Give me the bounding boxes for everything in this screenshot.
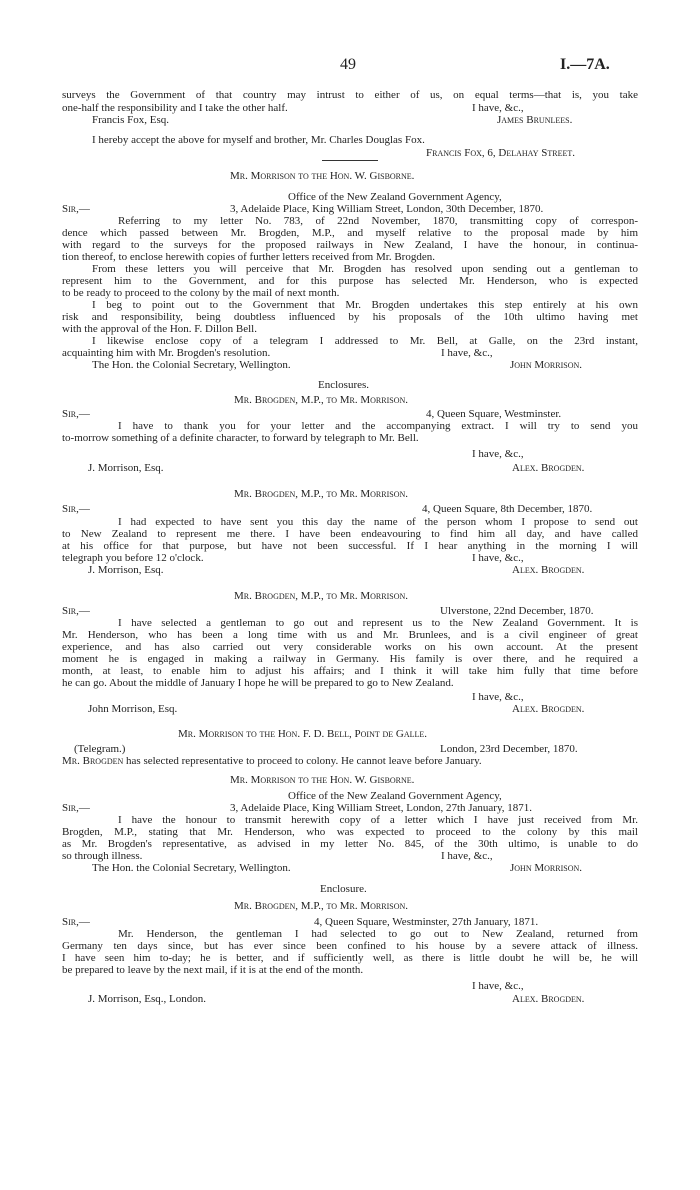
paragraph-line: to be ready to proceed to the colony by the mail of next month. bbox=[62, 287, 340, 299]
telegram-body bbox=[62, 755, 482, 768]
paragraph-line: with the approval of the Hon. F. Dillon Bell. bbox=[62, 323, 257, 335]
address-line: 4, Queen Square, Westminster. bbox=[426, 408, 562, 420]
letter-heading: Mr. Morrison to the Hon. F. D. Bell, Point de Galle. bbox=[178, 728, 428, 740]
telegram-text: has selected representative to proceed to colony. He cannot leave before January. bbox=[123, 755, 482, 767]
paragraph-line: I have the honour to transmit herewith copy of a letter which I have just received from Mr. bbox=[118, 814, 638, 826]
office-line: Office of the New Zealand Government Agency, bbox=[288, 790, 502, 802]
letter-heading: Mr. Brogden, M.P., to Mr. Morrison. bbox=[234, 590, 408, 602]
letter-heading: Mr. Brogden, M.P., to Mr. Morrison. bbox=[234, 394, 408, 406]
letter-recipient: J. Morrison, Esq., London. bbox=[88, 993, 206, 1005]
letter-closing: I have, &c., bbox=[472, 102, 524, 114]
letter-recipient: J. Morrison, Esq. bbox=[88, 564, 164, 576]
address-line: London, 23rd December, 1870. bbox=[440, 743, 578, 755]
letter-closing: I have, &c., bbox=[441, 850, 493, 862]
letter-signature: Alex. Brogden. bbox=[512, 564, 585, 576]
salutation: Sir,— bbox=[62, 605, 90, 617]
telegram-sender-name: Mr. Brogden bbox=[62, 755, 124, 767]
paragraph-line: I have selected a gentleman to go out and represent us to the New Zealand Government. It is bbox=[118, 617, 638, 629]
letter-heading: Mr. Morrison to the Hon. W. Gisborne. bbox=[230, 170, 415, 182]
page-number: 49 bbox=[340, 56, 356, 73]
letter-recipient: J. Morrison, Esq. bbox=[88, 462, 164, 474]
salutation: Sir,— bbox=[62, 203, 90, 215]
paragraph-line: I have to thank you for your letter and the accompanying extract. I will try to send you bbox=[118, 420, 638, 432]
paragraph-line: Brogden, M.P., stating that Mr. Henderson, who was expected to proceed to the colony by this mail bbox=[62, 826, 638, 838]
letter-closing: I have, &c., bbox=[472, 691, 524, 703]
office-line: Office of the New Zealand Government Agency, bbox=[288, 191, 502, 203]
paragraph-line: I likewise enclose copy of a telegram I addressed to Mr. Bell, at Galle, on the 23rd instant, bbox=[92, 335, 638, 347]
paragraph-line: dence which passed between Mr. Brogden, M.P., and myself relative to the proposal made by him bbox=[62, 227, 638, 239]
paragraph-line: I had expected to have sent you this day the name of the person whom I propose to send out bbox=[118, 516, 638, 528]
letter-signature: Alex. Brogden. bbox=[512, 993, 585, 1005]
paragraph-line: one-half the responsibility and I take the other half. bbox=[62, 102, 288, 114]
salutation: Sir,— bbox=[62, 503, 90, 515]
paragraph-line: as Mr. Brogden's representative, as advised in my letter No. 845, of the 30th ultimo, is unable to do bbox=[62, 838, 638, 850]
acceptance-signature: Francis Fox, 6, Delahay Street. bbox=[426, 147, 575, 159]
paragraph-line: I beg to point out to the Government that Mr. Brogden undertakes this step entirely at his own bbox=[92, 299, 638, 311]
letter-closing: I have, &c., bbox=[472, 980, 524, 992]
letter-closing: I have, &c., bbox=[472, 552, 524, 564]
telegram-label: (Telegram.) bbox=[74, 743, 126, 755]
paragraph-line: Mr. Henderson, who has been a long time with us and Mr. Brunlees, and is a civil engineer of great bbox=[62, 629, 638, 641]
address-line: 4, Queen Square, 8th December, 1870. bbox=[422, 503, 593, 515]
paragraph-line: acquainting him with Mr. Brogden's resolution. bbox=[62, 347, 271, 359]
paragraph-line: with regard to the surveys for the proposed railways in New Zealand, I have the honour, in continua- bbox=[62, 239, 638, 251]
enclosures-heading: Enclosures. bbox=[318, 379, 370, 391]
letter-recipient: John Morrison, Esq. bbox=[88, 703, 178, 715]
letter-signature: John Morrison. bbox=[510, 359, 583, 371]
paragraph-line: risk and responsibility, being doubtless influenced by his proposals of the 10th ultimo having met bbox=[62, 311, 638, 323]
paragraph-line: be prepared to leave by the next mail, if it is at the end of the month. bbox=[62, 964, 364, 976]
letter-signature: Alex. Brogden. bbox=[512, 462, 585, 474]
paragraph-line: Germany ten days since, but has ever since been confined to his house by a severe attack of illness. bbox=[62, 940, 638, 952]
paragraph-line: to New Zealand to represent me there. I have been endeavouring to find him all day, and have called bbox=[62, 528, 638, 540]
salutation: Sir,— bbox=[62, 802, 90, 814]
paragraph-line: I have seen him to-day; he is better, and if sufficiently well, as there is little doubt he will be, he will bbox=[62, 952, 638, 964]
paragraph-line: month, at least, to enable him to adjust his affairs; and I think it will take him fully that time before bbox=[62, 665, 638, 677]
paragraph-line: represent him to the Government, and for this purpose has selected Mr. Henderson, who is expected bbox=[62, 275, 638, 287]
acceptance-line: I hereby accept the above for myself and brother, Mr. Charles Douglas Fox. bbox=[92, 134, 425, 146]
letter-heading: Mr. Brogden, M.P., to Mr. Morrison. bbox=[234, 488, 408, 500]
address-line: 3, Adelaide Place, King William Street, London, 27th January, 1871. bbox=[230, 802, 533, 814]
address-line: Ulverstone, 22nd December, 1870. bbox=[440, 605, 594, 617]
paragraph-line: at his office for that purpose, but have not been successful. If I hear anything in the morning I will bbox=[62, 540, 638, 552]
paragraph-line: so through illness. bbox=[62, 850, 143, 862]
paragraph-line: tion thereof, to enclose herewith copies of further letters received from Mr. Brogden. bbox=[62, 251, 435, 263]
address-line: 4, Queen Square, Westminster, 27th January, 1871. bbox=[314, 916, 539, 928]
paragraph-line: moment he is engaged in making a railway in Germany. His family is over there, and he required a bbox=[62, 653, 638, 665]
paragraph-line: to-morrow something of a definite character, to forward by telegraph to Mr. Bell. bbox=[62, 432, 419, 444]
paragraph-line: experience, and has also carried out very considerable works on his own account. At the present bbox=[62, 641, 638, 653]
letter-closing: I have, &c., bbox=[441, 347, 493, 359]
enclosure-heading: Enclosure. bbox=[320, 883, 367, 895]
paragraph-line: Referring to my letter No. 783, of 22nd November, 1870, transmitting copy of correspon- bbox=[118, 215, 638, 227]
address-line: 3, Adelaide Place, King William Street, London, 30th December, 1870. bbox=[230, 203, 544, 215]
paragraph-line: telegraph you before 12 o'clock. bbox=[62, 552, 204, 564]
letter-heading: Mr. Brogden, M.P., to Mr. Morrison. bbox=[234, 900, 408, 912]
letter-closing: I have, &c., bbox=[472, 448, 524, 460]
letter-signature: John Morrison. bbox=[510, 862, 583, 874]
letter-signature: Alex. Brogden. bbox=[512, 703, 585, 715]
letter-signature: James Brunlees. bbox=[497, 114, 573, 126]
document-reference: I.—7A. bbox=[560, 56, 610, 73]
paragraph-line: surveys the Government of that country may intrust to either of us, on equal terms—that is, you take bbox=[62, 89, 638, 101]
paragraph-line: From these letters you will perceive that Mr. Brogden has resolved upon sending out a gentleman to bbox=[92, 263, 638, 275]
letter-heading: Mr. Morrison to the Hon. W. Gisborne. bbox=[230, 774, 415, 786]
letter-recipient: The Hon. the Colonial Secretary, Wellington. bbox=[92, 359, 291, 371]
letter-recipient: The Hon. the Colonial Secretary, Wellington. bbox=[92, 862, 291, 874]
section-divider bbox=[322, 160, 378, 161]
salutation: Sir,— bbox=[62, 916, 90, 928]
paragraph-line: he can go. About the middle of January I hope he will be prepared to go to New Zealand. bbox=[62, 677, 454, 689]
salutation: Sir,— bbox=[62, 408, 90, 420]
paragraph-line: Mr. Henderson, the gentleman I had selected to go out to New Zealand, returned from bbox=[118, 928, 638, 940]
letter-recipient: Francis Fox, Esq. bbox=[92, 114, 169, 126]
